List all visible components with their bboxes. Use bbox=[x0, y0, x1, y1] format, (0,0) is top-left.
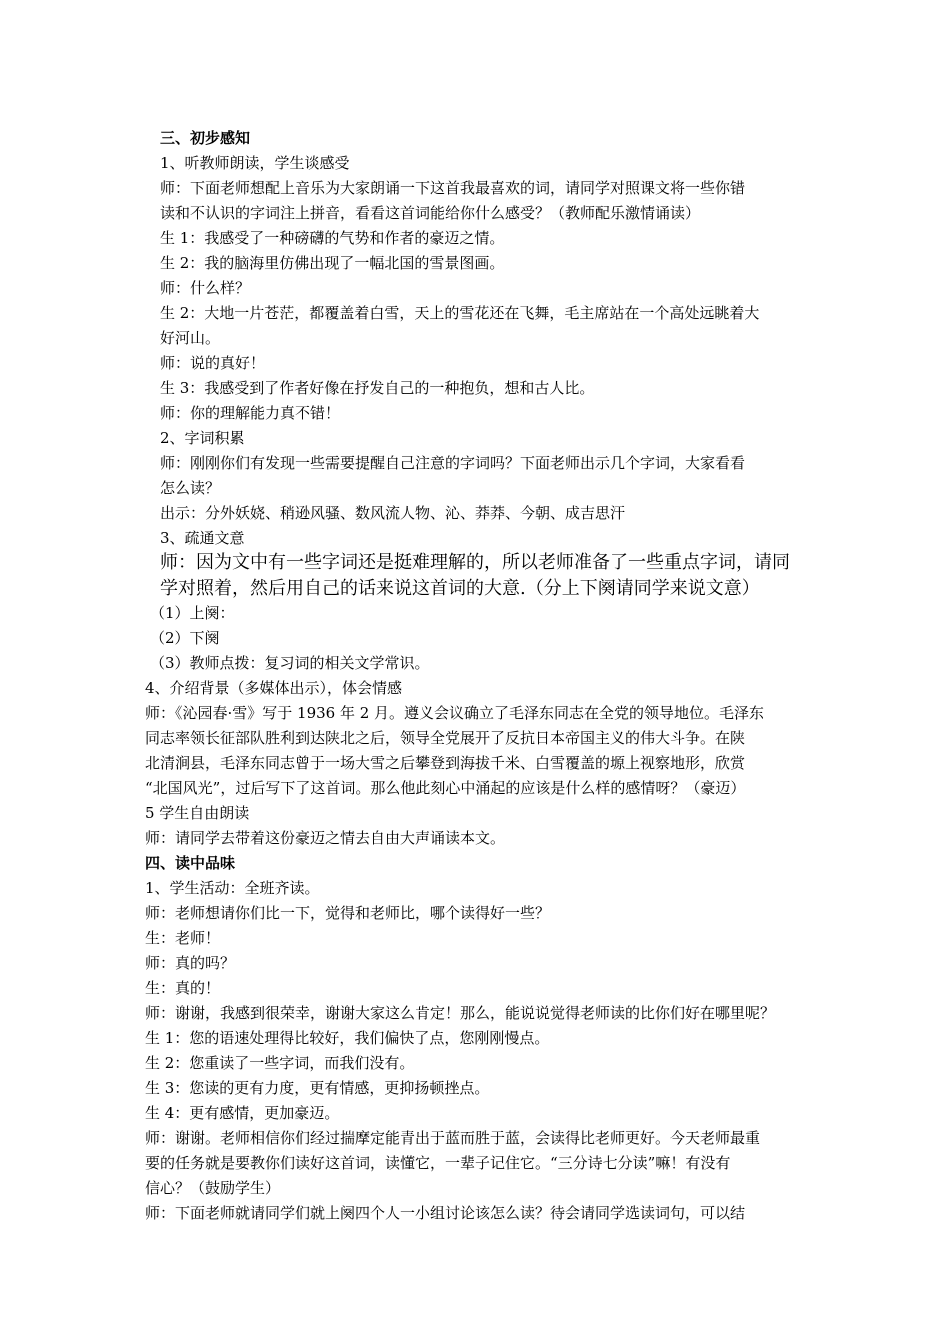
subheading-listen-reading: 1、听教师朗读，学生谈感受 bbox=[160, 154, 350, 172]
paragraph-line: 师：谢谢，我感到很荣幸，谢谢大家这么肯定！那么，能说说觉得老师读的比你们好在哪里呢？ bbox=[145, 1004, 776, 1022]
paragraph-line: 怎么读？ bbox=[160, 479, 221, 497]
paragraph-line: 师：什么样？ bbox=[160, 279, 251, 297]
paragraph-line: 师：《沁园春·雪》写于 1936 年 2 月。遵义会议确立了毛泽东同志在全党的领导地位。毛泽东 bbox=[145, 704, 765, 722]
paragraph-line-large: 学对照着，然后用自己的话来说这首词的大意.（分上下阕请同学来说文意） bbox=[160, 578, 760, 599]
paragraph-line: 生 2：我的脑海里仿佛出现了一幅北国的雪景图画。 bbox=[160, 254, 505, 272]
paragraph-line: 出示：分外妖娆、稍逊风骚、数风流人物、沁、莽莽、今朝、成吉思汗 bbox=[160, 504, 626, 522]
paragraph-line: 读和不认识的字词注上拼音，看看这首词能给你什么感受？（教师配乐激情诵读） bbox=[160, 204, 701, 222]
paragraph-line: 生 3：我感受到了作者好像在抒发自己的一种抱负，想和古人比。 bbox=[160, 379, 595, 397]
paragraph-line: 师：下面老师想配上音乐为大家朗诵一下这首我最喜欢的词，请同学对照课文将一些你错 bbox=[160, 179, 746, 197]
subheading-meaning: 3、疏通文意 bbox=[160, 529, 245, 547]
list-item: （3）教师点拨：复习词的相关文学常识。 bbox=[150, 654, 430, 672]
subheading-free-reading: 5 学生自由朗读 bbox=[145, 804, 250, 822]
paragraph-line: 好河山。 bbox=[160, 329, 221, 347]
paragraph-line: 同志率领长征部队胜利到达陕北之后，领导全党展开了反抗日本帝国主义的伟大斗争。在陕 bbox=[145, 729, 746, 747]
paragraph-line: 师：请同学去带着这份豪迈之情去自由大声诵读本文。 bbox=[145, 829, 506, 847]
paragraph-line: 生：真的！ bbox=[145, 979, 221, 997]
paragraph-line: 生 3：您读的更有力度，更有情感，更抑扬顿挫点。 bbox=[145, 1079, 490, 1097]
paragraph-line: 师：说的真好！ bbox=[160, 354, 266, 372]
paragraph-line: 师：刚刚你们有发现一些需要提醒自己注意的字词吗？下面老师出示几个字词，大家看看 bbox=[160, 454, 746, 472]
paragraph-line: 师：你的理解能力真不错！ bbox=[160, 404, 341, 422]
paragraph-line: 师：下面老师就请同学们就上阕四个人一小组讨论该怎么读？待会请同学选读词句，可以结 bbox=[145, 1204, 746, 1222]
paragraph-line: 要的任务就是要教你们读好这首词，读懂它，一辈子记住它。“三分诗七分读”嘛！有没有 bbox=[145, 1154, 731, 1172]
subheading-background: 4、介绍背景（多媒体出示），体会情感 bbox=[145, 679, 403, 697]
paragraph-line: 生 1：您的语速处理得比较好，我们偏快了点，您刚刚慢点。 bbox=[145, 1029, 550, 1047]
paragraph-line: 生 4：更有感情，更加豪迈。 bbox=[145, 1104, 340, 1122]
paragraph-line: 师：谢谢。老师相信你们经过揣摩定能青出于蓝而胜于蓝，会读得比老师更好。今天老师最重 bbox=[145, 1129, 761, 1147]
list-item: （2）下阕 bbox=[150, 629, 220, 647]
paragraph-line: 生 1：我感受了一种磅礴的气势和作者的豪迈之情。 bbox=[160, 229, 505, 247]
paragraph-line-large: 师：因为文中有一些字词还是挺难理解的，所以老师准备了一些重点字词，请同 bbox=[160, 552, 790, 573]
paragraph-line: 生 2：大地一片苍茫，都覆盖着白雪，天上的雪花还在飞舞，毛主席站在一个高处远眺着大 bbox=[160, 304, 760, 322]
paragraph-line: 师：真的吗？ bbox=[145, 954, 236, 972]
section-heading-4: 四、读中品味 bbox=[145, 854, 236, 872]
subheading-vocabulary: 2、字词积累 bbox=[160, 429, 245, 447]
paragraph-line: 生 2：您重读了一些字词，而我们没有。 bbox=[145, 1054, 415, 1072]
paragraph-line: “北国风光”，过后写下了这首词。那么他此刻心中涌起的应该是什么样的感情呀？（豪迈） bbox=[145, 779, 746, 797]
section-heading-3: 三、初步感知 bbox=[160, 129, 251, 147]
list-item: （1）上阕： bbox=[150, 604, 235, 622]
paragraph-line: 生：老师！ bbox=[145, 929, 221, 947]
paragraph-line: 1、学生活动：全班齐读。 bbox=[145, 879, 320, 897]
paragraph-line: 信心？（鼓励学生） bbox=[145, 1179, 281, 1197]
paragraph-line: 北清涧县，毛泽东同志曾于一场大雪之后攀登到海拔千米、白雪覆盖的塬上视察地形，欣赏 bbox=[145, 754, 746, 772]
paragraph-line: 师：老师想请你们比一下，觉得和老师比，哪个读得好一些？ bbox=[145, 904, 551, 922]
